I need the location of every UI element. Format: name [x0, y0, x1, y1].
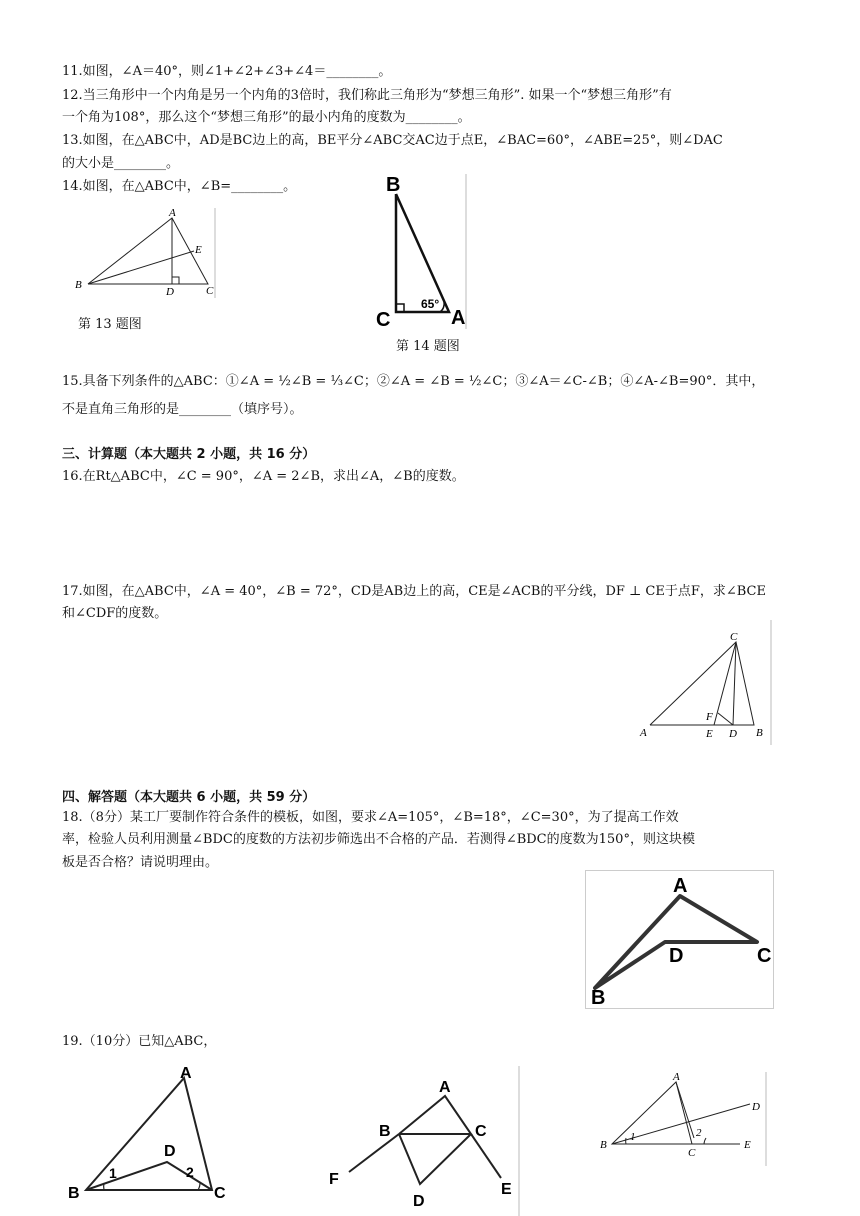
fig17-label-b: B: [756, 727, 763, 739]
section-4-heading: 四、解答题（本大题共 6 小题，共 59 分）: [62, 790, 316, 805]
fig19b-label-c: C: [475, 1123, 487, 1140]
figure-14: [374, 174, 469, 329]
fig19c-label-1: 1: [630, 1131, 636, 1143]
figure-19-3: [596, 1066, 776, 1176]
fig19a-label-d: D: [164, 1143, 176, 1160]
question-18-line2: 率，检验人员利用测量∠BDC的度数的方法初步筛选出不合格的产品．若测得∠BDC的度数为150°，则这块模: [62, 832, 695, 847]
fig19c-label-d: D: [752, 1101, 760, 1113]
question-12-line1: 12.当三角形中一个内角是另一个内角的3倍时，我们称此三角形为“梦想三角形”. 如果一个“梦想三角形”有: [62, 88, 672, 103]
fig17-label-a: A: [640, 727, 647, 739]
question-15-line2: 不是直角三角形的是________（填序号）。: [62, 402, 303, 417]
figure-13: [70, 208, 220, 298]
question-18-line1: 18.（8分）某工厂要制作符合条件的模板，如图，要求∠A=105°，∠B=18°，∠C=30°，为了提高工作效: [62, 810, 679, 825]
fig17-label-d: D: [729, 728, 737, 740]
fig17-label-c: C: [730, 631, 738, 643]
fig19b-label-e: E: [501, 1181, 512, 1198]
fig19c-label-b: B: [600, 1139, 607, 1151]
fig19c-label-e: E: [744, 1139, 751, 1151]
fig19a-label-2: 2: [186, 1164, 194, 1180]
question-17-line1: 17.如图，在△ABC中，∠A = 40°，∠B = 72°，CD是AB边上的高，CE是∠ACB的平分线，DF ⊥ CE于点F，求∠BCE: [62, 584, 766, 599]
fig13-label-a: A: [169, 207, 176, 219]
figure-18: [585, 870, 780, 1010]
fig18-label-a: A: [673, 875, 688, 897]
figure-17: [634, 620, 774, 750]
question-15-line1: 15.具备下列条件的△ABC：①∠A = ½∠B = ⅓∠C；②∠A = ∠B = ½∠C；③∠A＝∠C-∠B；④∠A-∠B=90°．其中，: [62, 374, 765, 389]
question-12-line2: 一个角为108°，那么这个“梦想三角形”的最小内角的度数为________。: [62, 110, 471, 125]
question-16: 16.在Rt△ABC中，∠C = 90°，∠A = 2∠B，求出∠A，∠B的度数。: [62, 469, 465, 484]
fig19a-label-c: C: [214, 1185, 226, 1202]
question-11: 11.如图，∠A＝40°，则∠1+∠2+∠3+∠4＝________。: [62, 64, 392, 79]
fig17-label-e: E: [706, 728, 713, 740]
fig19b-label-d: D: [413, 1193, 425, 1210]
fig14-label-a: A: [451, 307, 466, 329]
figure-14-caption: 第 14 题图: [396, 339, 460, 354]
fig17-label-f: F: [706, 711, 713, 723]
question-14: 14.如图，在△ABC中，∠B=________。: [62, 179, 297, 194]
fig18-label-d: D: [669, 945, 684, 967]
fig19c-label-2: 2: [696, 1127, 702, 1139]
question-13-line2: 的大小是________。: [62, 156, 180, 171]
fig18-label-c: C: [757, 945, 772, 967]
fig19c-label-a: A: [673, 1071, 680, 1083]
question-13-line1: 13.如图，在△ABC中，AD是BC边上的高，BE平分∠ABC交AC边于点E，∠BAC=60°，∠ABE=25°，则∠DAC: [62, 133, 723, 148]
question-18-line3: 板是否合格？请说明理由。: [62, 855, 219, 870]
fig13-label-d: D: [166, 286, 174, 298]
fig14-label-c: C: [376, 309, 391, 331]
figure-19-2: [325, 1066, 525, 1216]
fig13-label-c: C: [206, 285, 214, 297]
fig19a-label-1: 1: [109, 1165, 117, 1181]
fig14-label-b: B: [386, 174, 401, 196]
fig19c-label-c: C: [688, 1147, 696, 1159]
question-17-line2: 和∠CDF的度数。: [62, 606, 168, 621]
figure-19-1: [64, 1066, 239, 1216]
fig19a-label-b: B: [68, 1185, 80, 1202]
question-19: 19.（10分）已知△ABC，: [62, 1034, 217, 1049]
fig18-label-b: B: [591, 987, 606, 1009]
fig13-label-e: E: [195, 244, 202, 256]
fig19a-label-a: A: [180, 1065, 192, 1082]
section-3-heading: 三、计算题（本大题共 2 小题，共 16 分）: [62, 447, 316, 462]
fig19b-label-f: F: [329, 1171, 339, 1188]
fig19b-label-b: B: [379, 1123, 391, 1140]
fig19b-label-a: A: [439, 1079, 451, 1096]
fig14-angle-label: 65°: [421, 297, 440, 311]
fig13-label-b: B: [75, 279, 82, 291]
figure-13-caption: 第 13 题图: [78, 317, 142, 332]
